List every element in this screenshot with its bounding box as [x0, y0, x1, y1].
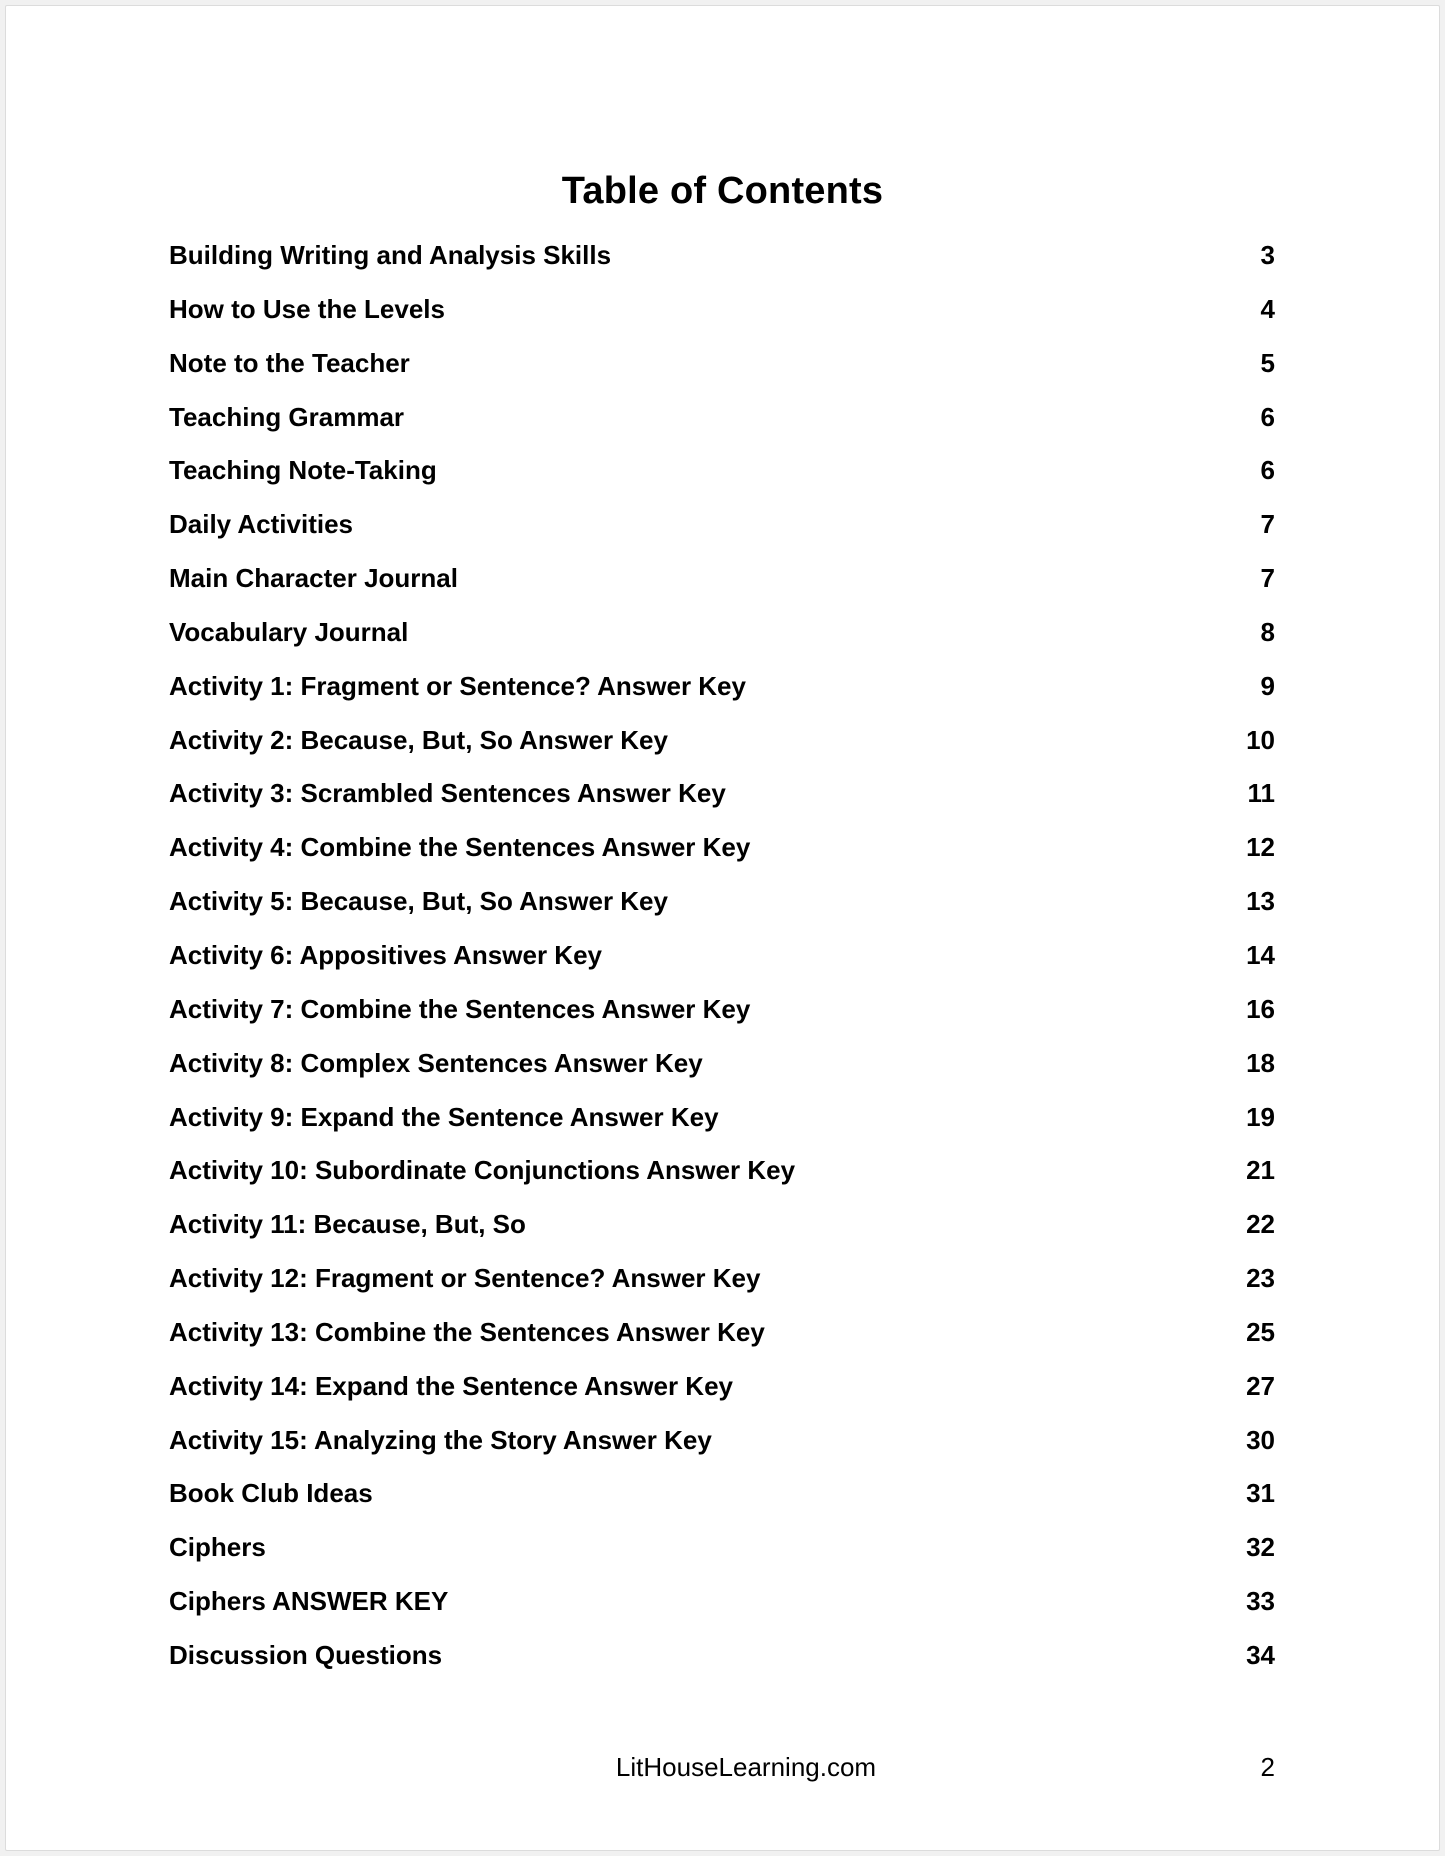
- toc-entry: [169, 1155, 1275, 1209]
- toc-entry-label: Activity 7: Combine the Sentences Answer Key: [169, 993, 751, 1024]
- toc-entry-page-number: 3: [1260, 240, 1275, 270]
- page-title: Table of Contents: [561, 170, 884, 212]
- toc-entry-label: Activity 8: Complex Sentences Answer Key: [169, 1047, 703, 1078]
- toc-entry: [169, 348, 1275, 402]
- toc-entry-label: Ciphers ANSWER KEY: [169, 1586, 449, 1617]
- document-page: [5, 5, 1440, 1851]
- toc-entry: [169, 294, 1275, 348]
- toc-entry-page-number: 14: [1246, 939, 1275, 970]
- toc-entry-label: Discussion Questions: [169, 1639, 443, 1670]
- toc-entry-page-number: 27: [1246, 1370, 1275, 1401]
- toc-entry: [169, 402, 1275, 456]
- toc-entry: [169, 886, 1275, 940]
- toc-entry-page-number: 5: [1260, 347, 1275, 378]
- toc-entry: [169, 1371, 1275, 1425]
- toc-entry-page-number: 4: [1260, 293, 1275, 324]
- toc-entry-label: Activity 13: Combine the Sentences Answer Key: [169, 1316, 765, 1347]
- toc-entry-page-number: 21: [1246, 1155, 1275, 1186]
- toc-entry: [169, 778, 1275, 832]
- toc-entry-page-number: 13: [1246, 886, 1275, 917]
- toc-entry-page-number: 6: [1260, 401, 1275, 432]
- toc-entry-label: Activity 3: Scrambled Sentences Answer Key: [169, 778, 726, 809]
- toc-entry-page-number: 6: [1260, 455, 1275, 486]
- toc-entry-label: Note to the Teacher: [169, 347, 410, 378]
- toc-entry-label: Activity 9: Expand the Sentence Answer Key: [169, 1101, 719, 1132]
- toc-entry-label: Teaching Grammar: [169, 401, 405, 432]
- toc-entry-page-number: 16: [1246, 993, 1275, 1024]
- toc-entry-page-number: 19: [1246, 1101, 1275, 1132]
- toc-entry-page-number: 7: [1260, 563, 1275, 594]
- toc-entry: [169, 725, 1275, 779]
- toc-entry-page-number: 7: [1260, 509, 1275, 540]
- toc-entry-page-number: 18: [1246, 1047, 1275, 1078]
- toc-entry-page-number: 25: [1246, 1316, 1275, 1347]
- toc-entry-page-number: 23: [1246, 1263, 1275, 1294]
- toc-entry-label: Activity 5: Because, But, So Answer Key: [169, 886, 668, 917]
- toc-entry-label: Activity 1: Fragment or Sentence? Answer Key: [169, 670, 746, 701]
- toc-entry: [169, 240, 1275, 294]
- toc-entry-page-number: 22: [1246, 1209, 1275, 1240]
- toc-entry-label: Vocabulary Journal: [169, 616, 409, 647]
- toc-entry-page-number: 31: [1246, 1478, 1275, 1509]
- toc-entry: [169, 1478, 1275, 1532]
- toc-entry-label: Activity 6: Appositives Answer Key: [169, 939, 602, 970]
- toc-entry: [169, 563, 1275, 617]
- toc-entry-page-number: 33: [1246, 1586, 1275, 1617]
- toc-entry: [169, 832, 1275, 886]
- footer-page-number: 2: [1260, 1752, 1275, 1782]
- toc-entry-page-number: 30: [1246, 1424, 1275, 1455]
- toc-entry-label: Daily Activities: [169, 509, 354, 540]
- toc-entry-label: Book Club Ideas: [169, 1478, 373, 1509]
- toc-entry: [169, 617, 1275, 671]
- toc-entry-page-number: 9: [1260, 670, 1275, 701]
- footer-website: LitHouseLearning.com: [615, 1752, 877, 1782]
- toc-entry-page-number: 12: [1246, 832, 1275, 863]
- toc-entry-label: How to Use the Levels: [169, 293, 445, 324]
- toc-entry: [169, 1263, 1275, 1317]
- toc-entry: [169, 1102, 1275, 1156]
- toc-entry-label: Teaching Note-Taking: [169, 455, 437, 486]
- toc-entry: [169, 455, 1275, 509]
- toc-entry: [169, 1425, 1275, 1479]
- toc-entry: [169, 509, 1275, 563]
- toc-entry-label: Activity 4: Combine the Sentences Answer Key: [169, 832, 751, 863]
- toc-entry-page-number: 10: [1246, 724, 1275, 755]
- toc-entry-label: Ciphers: [169, 1532, 266, 1563]
- page-footer: [169, 1752, 1275, 1782]
- toc-entry: [169, 1532, 1275, 1586]
- toc-entry: [169, 940, 1275, 994]
- toc-entry-page-number: 8: [1260, 616, 1275, 647]
- toc-entry-label: Activity 14: Expand the Sentence Answer Key: [169, 1370, 734, 1401]
- toc-entry-label: Building Writing and Analysis Skills: [169, 240, 612, 270]
- toc-entry-label: Activity 11: Because, But, So: [169, 1209, 526, 1240]
- toc-entry-label: Main Character Journal: [169, 563, 458, 594]
- toc-entry-page-number: 34: [1246, 1639, 1275, 1670]
- toc-entry-label: Activity 10: Subordinate Conjunctions Answer Key: [169, 1155, 796, 1186]
- toc-entry-label: Activity 2: Because, But, So Answer Key: [169, 724, 668, 755]
- toc-entry-label: Activity 15: Analyzing the Story Answer Key: [169, 1424, 712, 1455]
- toc-entry: [169, 994, 1275, 1048]
- toc-entry: [169, 1048, 1275, 1102]
- toc-entry: [169, 1317, 1275, 1371]
- toc-entry-page-number: 32: [1246, 1532, 1275, 1563]
- toc-entry: [169, 671, 1275, 725]
- toc-entry: [169, 1640, 1275, 1694]
- table-of-contents: [6, 240, 1439, 1694]
- toc-entry: [169, 1586, 1275, 1640]
- toc-entry-label: Activity 12: Fragment or Sentence? Answer Key: [169, 1263, 761, 1294]
- toc-entry: [169, 1209, 1275, 1263]
- toc-entry-page-number: 11: [1247, 778, 1275, 809]
